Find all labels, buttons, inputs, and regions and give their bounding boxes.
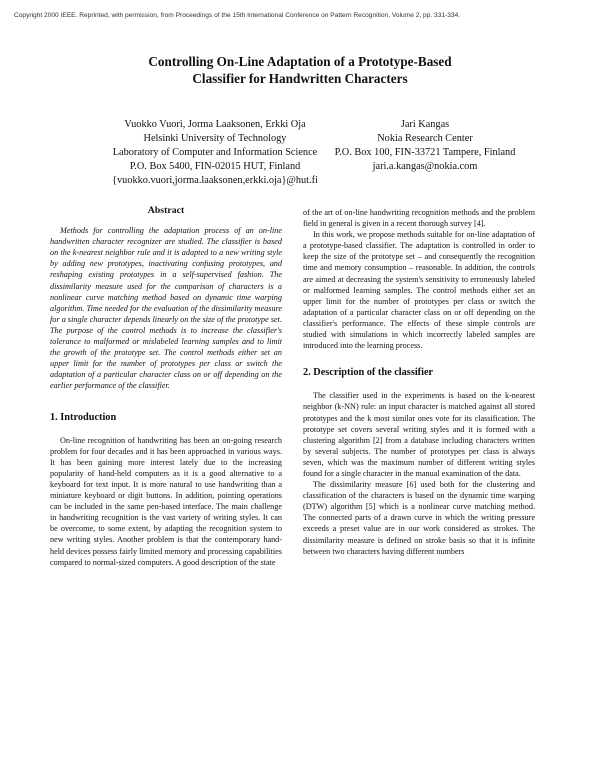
abstract-heading: Abstract [147, 205, 185, 216]
intro-paragraph-2: In this work, we propose methods suitable for on-line adaptation of a prototype-based classifier. The adaptation is controlled in order to keep the size of the prototype set – and consequently the recognition time and memory consumption – reasonable. In addition, the controls are aimed at decreasing the system's sensitivity to erroneously labeled or malformed learning samples. The control methods either set an upper limit for the number of prototypes per class or switch the adaptation of a particular character class on or off depending on the classifier's performance. The effects of these simple controls are studied with simulations in which incorrectly labeled samples are introduced into the learning process. [303, 230, 535, 351]
author-affiliation-nokia: Nokia Research Center [377, 133, 473, 144]
title-line-2: Classifier for Handwritten Characters [192, 71, 408, 86]
classifier-paragraph-1: The classifier used in the experiments is based on the k-nearest neighbor (k-NN) rule: an input character is matched against all stored prototypes and the k most similar ones vote for its classification. The prototype set covers several writing styles and it is formed with a clustering algorithm [2] from a database including characters written by several subjects. The number of prototypes per class is always seven, which was the maximum number of different writing styles found for a single character in the manual examination of the data. [303, 391, 535, 478]
author-affiliation: Helsinki University of Technology [143, 133, 287, 144]
paper-title [40, 53, 560, 87]
authors-block-right [305, 118, 545, 174]
author-address: P.O. Box 5400, FIN-02015 HUT, Finland [129, 161, 301, 172]
author-name-kangas: Jari Kangas [400, 119, 450, 130]
copyright-notice: Copyright 2000 IEEE. Reprinted, with permission, from Proceedings of the 15th International Conference on Pattern Recognition, Volume 2, pp. 331-334. [14, 12, 461, 19]
author-email-kangas: jari.a.kangas@nokia.com [372, 161, 478, 172]
classifier-paragraph-2: The dissimilarity measure [6] used both for the clustering and classification of the characters is based on the dynamic time warping (DTW) algorithm [5] which is a nonlinear curve matching method. The connected parts of a drawn curve in which the writing pressure exceeds a preset value are in our work considered as strokes. The dissimilarity measure is defined on stroke basis so that it is infinite between two characters having different numbers [303, 480, 535, 556]
left-column [50, 205, 282, 568]
abstract-text: Methods for controlling the adaptation process of an on-line handwritten character recognizer are studied. The classifier is based on the k-nearest neighbor rule and it is adapted to a new writing style by adding new prototypes, inactivating confusing prototypes, and reshaping existing prototypes in a self-supervised fashion. The dissimilarity measure used for the comparison of characters is a nonlinear curve matching method based on dynamic time warping algorithm. Time needed for the evaluation of the dissimilarity measure for a single character depends linearly on the size of the prototype set. The purpose of the control methods is to increase the classifier's tolerance to malformed or mislabeled learning samples and to limit the growth of the prototype set. The control methods either set an upper limit for the number of prototypes per class or switch the adaptation of a particular character class on or off depending on the earlier performance of the classifier. [50, 226, 282, 391]
author-lab: Laboratory of Computer and Information Science [112, 147, 318, 158]
author-emails: {vuokko.vuori,jorma.laaksonen,erkki.oja}@hut.fi [112, 175, 318, 186]
section-heading-introduction: 1. Introduction [50, 411, 117, 423]
intro-paragraph-continued: of the art of on-line handwriting recognition methods and the problem field in general is given in a recent thorough survey [4]. [303, 208, 535, 229]
right-column [303, 207, 535, 557]
title-line-1: Controlling On-Line Adaptation of a Prototype-Based [148, 54, 452, 69]
intro-paragraph: On-line recognition of handwriting has been an on-going research problem for four decades and it has been approached in various ways. It has been gaining more interest lately due to the increasing popularity of hand-held computers as it is a good alternative to a keyboard for text input. It is more natural to use handwriting than a miniature keyboard or digit buttons. In addition, pointing operations can be included in the same pen-based interface. The main challenge in handwriting recognition is the vast variety of writing styles. It can be overcome, to some extent, by adapting the recognition system to new writing styles. Another problem is that the contemporary hand-held devices possess fairly limited memory and processing capabilities compared to normal-sized computers. A good description of the state [50, 435, 282, 567]
section-heading-classifier: 2. Description of the classifier [303, 367, 434, 379]
authors-block-left [95, 118, 335, 188]
author-address-nokia: P.O. Box 100, FIN-33721 Tampere, Finland [334, 147, 516, 158]
author-names: Vuokko Vuori, Jorma Laaksonen, Erkki Oja [124, 119, 306, 130]
